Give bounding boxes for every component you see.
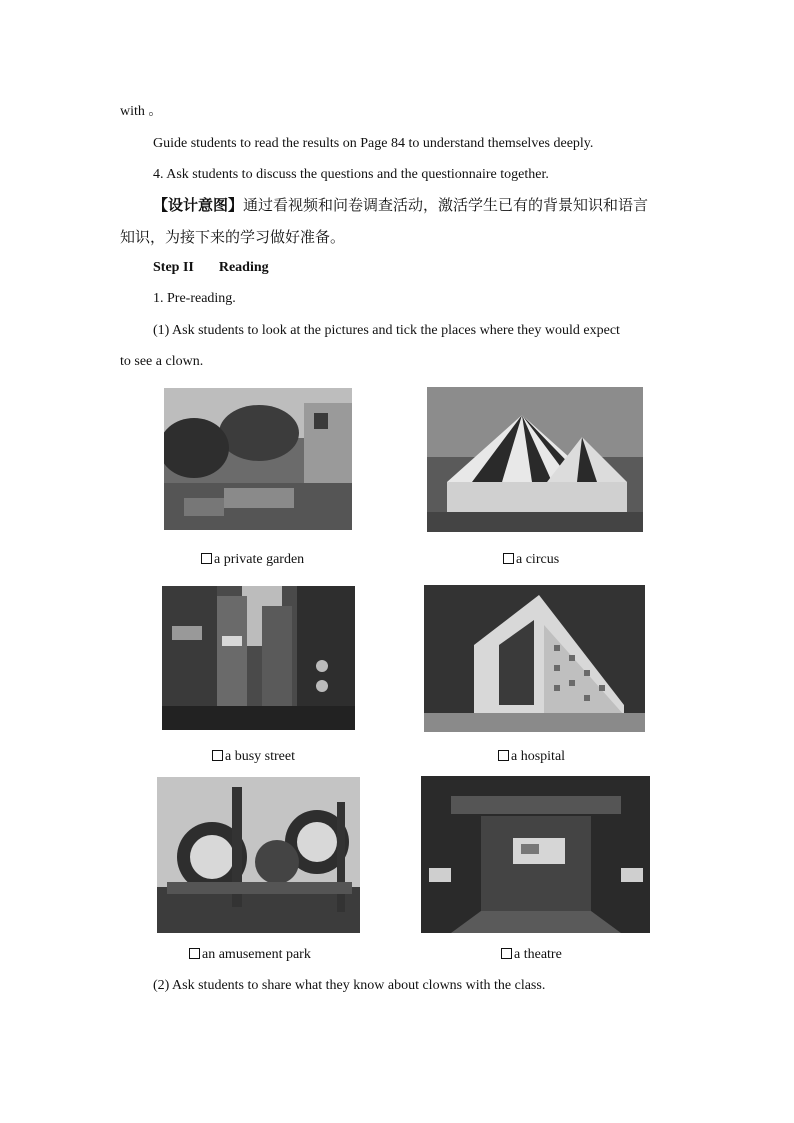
theatre-caption — [501, 946, 562, 964]
pre-reading-heading: 1. Pre-reading. — [153, 291, 236, 306]
design-intent-line-1 — [153, 196, 648, 214]
amusement-park-label: an amusement park — [202, 947, 311, 962]
step-heading — [153, 259, 269, 277]
garden-checkbox[interactable] — [201, 553, 212, 564]
street-caption — [212, 748, 295, 766]
theatre-label: a theatre — [514, 947, 562, 962]
amusement-park-caption — [189, 946, 311, 964]
step-title: Reading — [218, 260, 269, 275]
hospital-checkbox[interactable] — [498, 750, 509, 761]
hospital-photo — [424, 585, 645, 732]
design-intent-line-2: 知识，为接下来的学习做好准备。 — [120, 228, 346, 246]
task-1-line-2: to see a clown. — [120, 354, 204, 369]
circus-checkbox[interactable] — [503, 553, 514, 564]
amusement-park-checkbox[interactable] — [189, 948, 200, 959]
design-intent-tag: 【设计意图】 — [153, 196, 244, 214]
garden-caption — [201, 551, 304, 569]
text-line-with: with 。 — [120, 104, 163, 119]
street-checkbox[interactable] — [212, 750, 223, 761]
text-line-guide: Guide students to read the results on Page 84 to understand themselves deeply. — [153, 136, 594, 151]
task-2-line: (2) Ask students to share what they know about clowns with the class. — [153, 978, 546, 993]
hospital-caption — [498, 748, 565, 766]
text-line-discuss: 4. Ask students to discuss the questions and the questionnaire together. — [153, 167, 549, 182]
garden-photo — [164, 388, 352, 530]
step-number: Step II — [153, 260, 194, 275]
circus-photo — [427, 387, 643, 532]
street-label: a busy street — [225, 749, 295, 764]
circus-caption — [503, 551, 559, 569]
design-intent-text: 通过看视频和问卷调查活动，激活学生已有的背景知识和语言 — [243, 196, 649, 214]
circus-label: a circus — [516, 552, 560, 567]
task-1-line-1: (1) Ask students to look at the pictures and tick the places where they would expect — [153, 323, 620, 338]
theatre-checkbox[interactable] — [501, 948, 512, 959]
street-photo — [162, 586, 355, 730]
amusement-park-photo — [157, 777, 360, 933]
garden-label: a private garden — [214, 552, 305, 567]
hospital-label: a hospital — [511, 749, 566, 764]
theatre-photo — [421, 776, 650, 933]
